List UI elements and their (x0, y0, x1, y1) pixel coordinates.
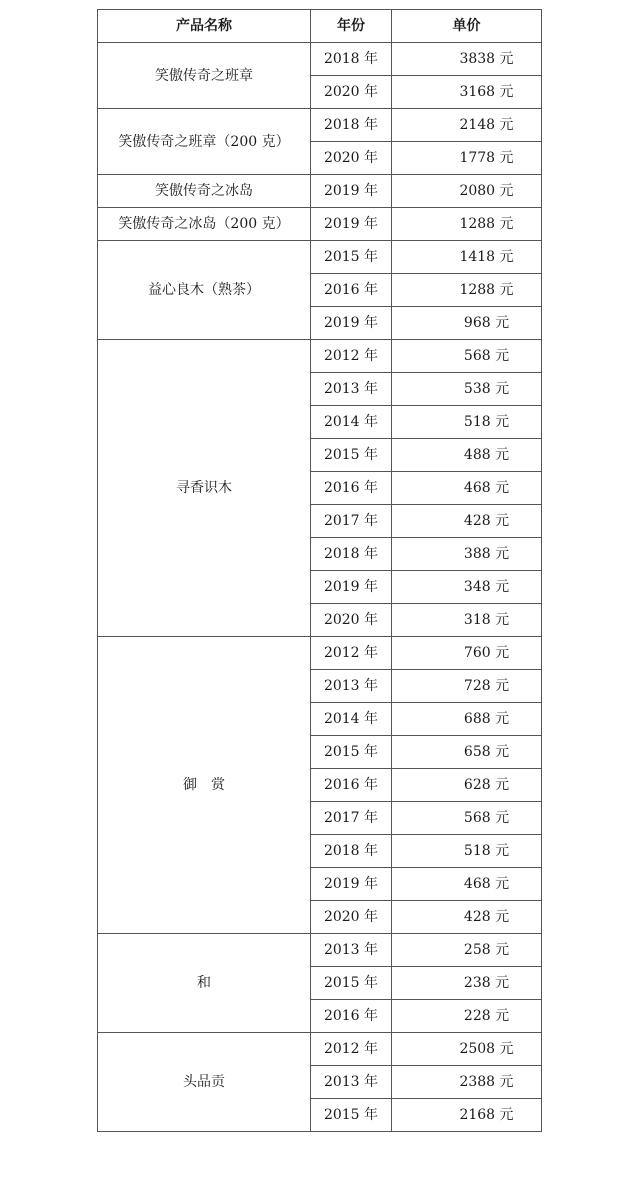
price-cell: 348 元 (392, 571, 542, 604)
year-cell: 2016 年 (311, 769, 392, 802)
product-name-cell: 笑傲传奇之班章 (98, 43, 311, 109)
year-cell: 2019 年 (311, 868, 392, 901)
year-cell: 2019 年 (311, 571, 392, 604)
year-cell: 2018 年 (311, 835, 392, 868)
year-cell: 2017 年 (311, 505, 392, 538)
year-cell: 2013 年 (311, 934, 392, 967)
table-body (98, 43, 542, 1132)
price-cell: 2388 元 (392, 1066, 542, 1099)
price-cell: 488 元 (392, 439, 542, 472)
header-row (98, 10, 542, 43)
price-cell: 3838 元 (392, 43, 542, 76)
year-cell: 2012 年 (311, 1033, 392, 1066)
price-cell: 388 元 (392, 538, 542, 571)
year-cell: 2019 年 (311, 175, 392, 208)
price-cell: 1778 元 (392, 142, 542, 175)
price-cell: 658 元 (392, 736, 542, 769)
price-cell: 2508 元 (392, 1033, 542, 1066)
year-cell: 2015 年 (311, 736, 392, 769)
table-row (98, 175, 542, 208)
product-name-cell: 和 (98, 934, 311, 1033)
price-cell: 468 元 (392, 868, 542, 901)
year-cell: 2013 年 (311, 670, 392, 703)
year-cell: 2020 年 (311, 142, 392, 175)
year-cell: 2015 年 (311, 241, 392, 274)
product-name-cell: 笑傲传奇之冰岛（200 克） (98, 208, 311, 241)
product-name-cell: 御 赏 (98, 637, 311, 934)
year-cell: 2020 年 (311, 604, 392, 637)
year-cell: 2016 年 (311, 1000, 392, 1033)
table-row (98, 43, 542, 76)
price-cell: 468 元 (392, 472, 542, 505)
price-cell: 628 元 (392, 769, 542, 802)
table-row (98, 109, 542, 142)
year-cell: 2012 年 (311, 340, 392, 373)
table-row (98, 1033, 542, 1066)
year-cell: 2020 年 (311, 901, 392, 934)
price-cell: 518 元 (392, 835, 542, 868)
price-cell: 760 元 (392, 637, 542, 670)
year-cell: 2013 年 (311, 373, 392, 406)
price-cell: 2080 元 (392, 175, 542, 208)
price-cell: 238 元 (392, 967, 542, 1000)
table-row (98, 934, 542, 967)
product-name-cell: 头品贡 (98, 1033, 311, 1132)
price-cell: 3168 元 (392, 76, 542, 109)
year-cell: 2019 年 (311, 307, 392, 340)
price-cell: 728 元 (392, 670, 542, 703)
price-table (97, 9, 542, 1132)
table-header (98, 10, 542, 43)
price-cell: 1288 元 (392, 208, 542, 241)
year-cell: 2016 年 (311, 274, 392, 307)
price-cell: 2148 元 (392, 109, 542, 142)
year-cell: 2013 年 (311, 1066, 392, 1099)
year-cell: 2016 年 (311, 472, 392, 505)
header-price: 单价 (392, 10, 542, 43)
table-row (98, 241, 542, 274)
year-cell: 2015 年 (311, 1099, 392, 1132)
year-cell: 2015 年 (311, 967, 392, 1000)
price-cell: 538 元 (392, 373, 542, 406)
price-cell: 428 元 (392, 901, 542, 934)
table-row (98, 637, 542, 670)
header-product-name: 产品名称 (98, 10, 311, 43)
header-year: 年份 (311, 10, 392, 43)
price-cell: 1288 元 (392, 274, 542, 307)
price-cell: 428 元 (392, 505, 542, 538)
product-name-cell: 寻香识木 (98, 340, 311, 637)
year-cell: 2014 年 (311, 703, 392, 736)
price-cell: 568 元 (392, 340, 542, 373)
product-name-cell: 笑傲传奇之班章（200 克） (98, 109, 311, 175)
product-name-cell: 笑傲传奇之冰岛 (98, 175, 311, 208)
year-cell: 2012 年 (311, 637, 392, 670)
price-cell: 568 元 (392, 802, 542, 835)
table-row (98, 340, 542, 373)
year-cell: 2020 年 (311, 76, 392, 109)
year-cell: 2019 年 (311, 208, 392, 241)
year-cell: 2014 年 (311, 406, 392, 439)
year-cell: 2018 年 (311, 43, 392, 76)
product-name-cell: 益心良木（熟茶） (98, 241, 311, 340)
year-cell: 2018 年 (311, 109, 392, 142)
price-cell: 968 元 (392, 307, 542, 340)
price-cell: 228 元 (392, 1000, 542, 1033)
price-cell: 1418 元 (392, 241, 542, 274)
year-cell: 2017 年 (311, 802, 392, 835)
price-cell: 2168 元 (392, 1099, 542, 1132)
year-cell: 2015 年 (311, 439, 392, 472)
price-cell: 688 元 (392, 703, 542, 736)
table-row (98, 208, 542, 241)
price-cell: 518 元 (392, 406, 542, 439)
year-cell: 2018 年 (311, 538, 392, 571)
price-cell: 258 元 (392, 934, 542, 967)
price-cell: 318 元 (392, 604, 542, 637)
